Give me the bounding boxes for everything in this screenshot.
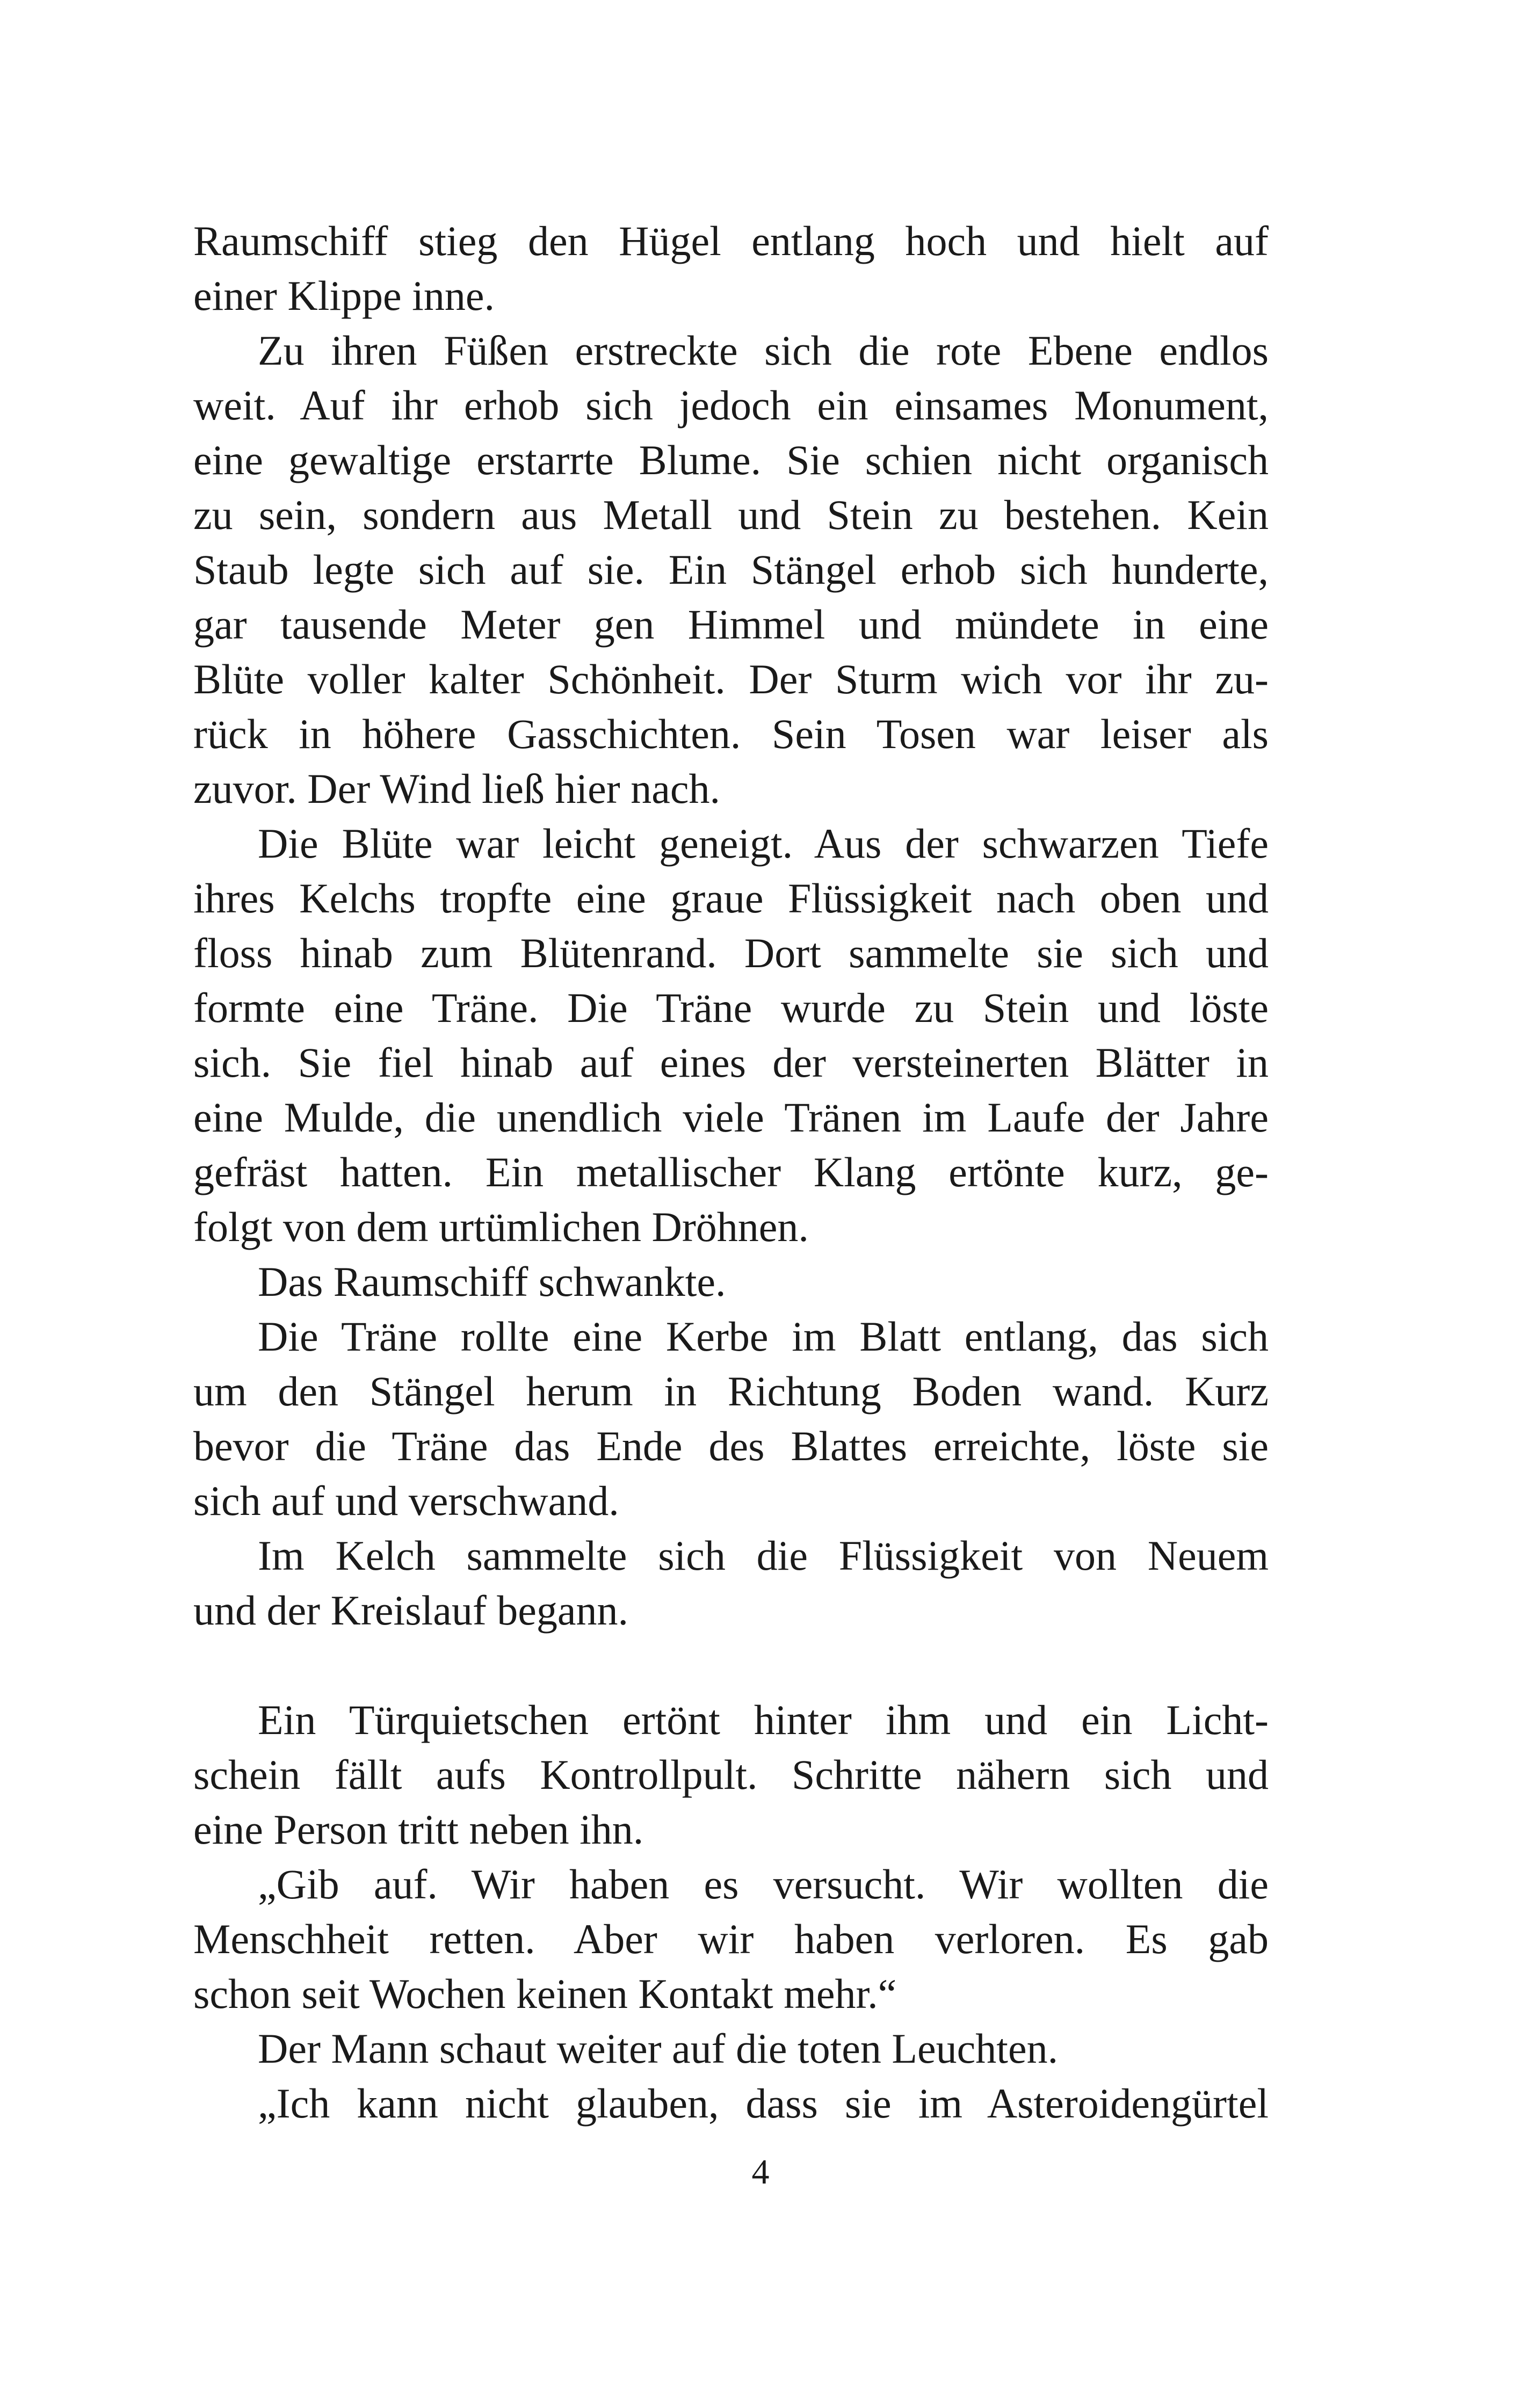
text-line: eine gewaltige erstarrte Blume. Sie schien nicht organisch xyxy=(193,437,1269,483)
text-line: Im Kelch sammelte sich die Flüssigkeit von Neuem xyxy=(258,1532,1269,1579)
text-line: schon seit Wochen keinen Kontakt mehr.“ xyxy=(193,1970,897,2017)
text-line: sich. Sie fiel hinab auf eines der versteinerten Blätter in xyxy=(193,1039,1269,1086)
text-line: Zu ihren Füßen erstreckte sich die rote Ebene endlos xyxy=(258,327,1269,374)
text-line: zu sein, sondern aus Metall und Stein zu bestehen. Kein xyxy=(193,491,1269,538)
text-line: floss hinab zum Blütenrand. Dort sammelte sie sich und xyxy=(193,930,1269,976)
text-line: Der Mann schaut weiter auf die toten Leuchten. xyxy=(258,2025,1059,2072)
text-line: Raumschiff stieg den Hügel entlang hoch und hielt auf xyxy=(193,217,1269,264)
text-line: zuvor. Der Wind ließ hier nach. xyxy=(193,765,720,812)
text-line: und der Kreislauf begann. xyxy=(193,1587,629,1634)
text-line: gefräst hatten. Ein metallischer Klang ertönte kurz, ge- xyxy=(193,1149,1269,1195)
text-line: Das Raumschiff schwankte. xyxy=(258,1258,726,1305)
text-line: einer Klippe inne. xyxy=(193,272,495,319)
text-line: Menschheit retten. Aber wir haben verloren. Es gab xyxy=(193,1916,1269,1962)
text-line: „Ich kann nicht glauben, dass sie im Asteroidengürtel xyxy=(258,2080,1269,2127)
text-line: ihres Kelchs tropfte eine graue Flüssigkeit nach oben und xyxy=(193,875,1269,922)
text-line: bevor die Träne das Ende des Blattes erreichte, löste sie xyxy=(193,1423,1269,1469)
section-break xyxy=(193,1638,1269,1693)
text-line: gar tausende Meter gen Himmel und mündete in eine xyxy=(193,601,1269,648)
text-line: Die Blüte war leicht geneigt. Aus der schwarzen Tiefe xyxy=(258,820,1269,867)
text-line: Ein Türquietschen ertönt hinter ihm und ein Licht- xyxy=(258,1696,1269,1743)
text-line: sich auf und verschwand. xyxy=(193,1477,619,1524)
document-body xyxy=(193,214,1269,2131)
text-line: schein fällt aufs Kontrollpult. Schritte nähern sich und xyxy=(193,1751,1269,1798)
text-line: rück in höhere Gasschichten. Sein Tosen war leiser als xyxy=(193,710,1269,757)
text-line: Staub legte sich auf sie. Ein Stängel erhob sich hunderte, xyxy=(193,546,1269,593)
text-line: folgt von dem urtümlichen Dröhnen. xyxy=(193,1203,809,1250)
text-line: formte eine Träne. Die Träne wurde zu Stein und löste xyxy=(193,984,1269,1031)
text-line: eine Mulde, die unendlich viele Tränen im Laufe der Jahre xyxy=(193,1094,1269,1141)
page-number: 4 xyxy=(751,2152,770,2192)
text-line: Die Träne rollte eine Kerbe im Blatt entlang, das sich xyxy=(258,1313,1269,1360)
text-line: um den Stängel herum in Richtung Boden wand. Kurz xyxy=(193,1368,1269,1415)
text-line: eine Person tritt neben ihn. xyxy=(193,1806,644,1853)
text-line: Blüte voller kalter Schönheit. Der Sturm wich vor ihr zu- xyxy=(193,656,1269,702)
text-line: „Gib auf. Wir haben es versucht. Wir wollten die xyxy=(258,1861,1269,1907)
text-line: weit. Auf ihr erhob sich jedoch ein einsames Monument, xyxy=(193,382,1269,429)
